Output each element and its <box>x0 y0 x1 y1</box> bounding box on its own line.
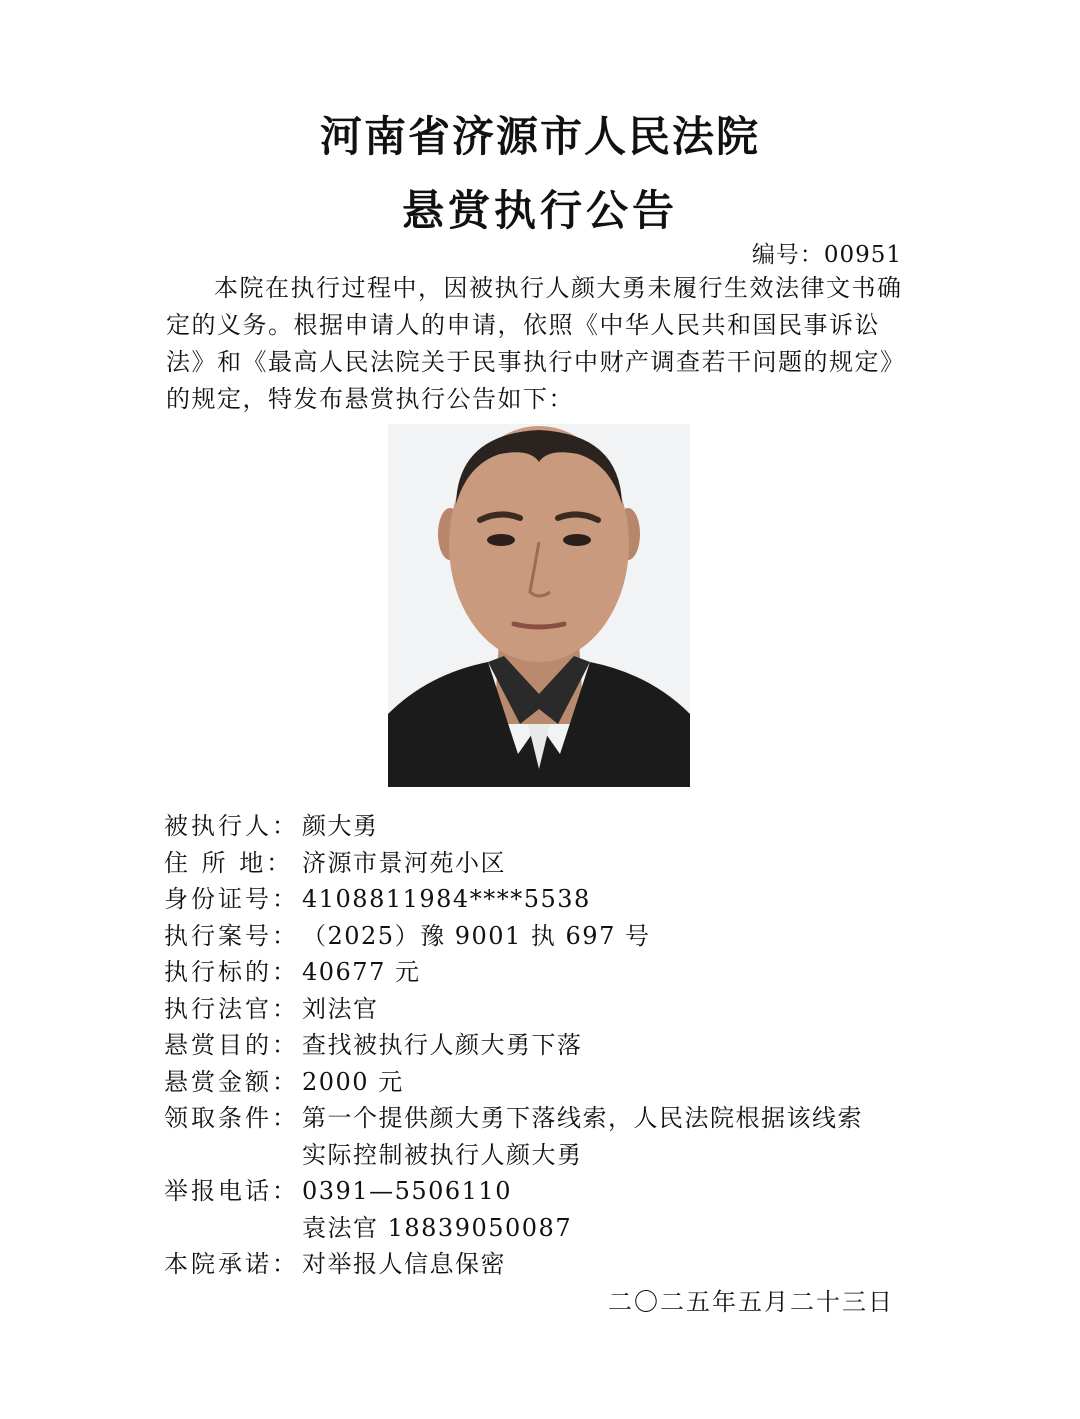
notice-title: 悬赏执行公告 <box>401 186 678 235</box>
reward-amount-label: 悬赏金额： <box>164 1067 299 1096</box>
portrait-illustration <box>388 424 690 787</box>
execution-amount-value: 40677 元 <box>302 958 421 986</box>
field-row-condition <box>164 1100 924 1173</box>
court-name: 河南省济源市人民法院 <box>319 112 760 161</box>
field-row-judge <box>164 991 924 1028</box>
claim-condition-line-2: 实际控制被执行人颜大勇 <box>302 1140 583 1169</box>
report-phone-line-2: 袁法官 18839050087 <box>302 1213 573 1242</box>
field-row-amount <box>164 954 924 991</box>
field-row-person <box>164 808 924 845</box>
claim-condition-value <box>302 1100 924 1173</box>
field-row-phone <box>164 1173 924 1246</box>
residence-label: 住 所 地： <box>164 848 294 877</box>
field-row-purpose <box>164 1027 924 1064</box>
promise-value: 对举报人信息保密 <box>302 1250 506 1278</box>
case-number-value: （2025）豫 9001 执 697 号 <box>302 921 651 950</box>
field-row-promise <box>164 1246 924 1283</box>
notice-fields <box>164 808 924 1283</box>
portrait-photo <box>388 424 690 787</box>
claim-condition-line-1: 第一个提供颜大勇下落线索，人民法院根据该线索 <box>302 1104 863 1132</box>
field-row-case <box>164 918 924 955</box>
id-number-value: 4108811984****5538 <box>302 885 591 913</box>
reward-amount-value: 2000 元 <box>302 1067 404 1096</box>
id-number-label: 身份证号： <box>164 885 299 913</box>
reward-purpose-label: 悬赏目的： <box>164 1031 299 1059</box>
reward-purpose-value: 查找被执行人颜大勇下落 <box>302 1031 583 1059</box>
judge-value: 刘法官 <box>302 994 379 1023</box>
person-label: 被执行人： <box>164 812 299 840</box>
field-row-residence <box>164 845 924 882</box>
person-value: 颜大勇 <box>302 812 379 840</box>
judge-label: 执行法官： <box>164 994 299 1023</box>
report-phone-line-1: 0391—5506110 <box>302 1177 512 1205</box>
field-row-id <box>164 881 924 918</box>
claim-condition-label: 领取条件： <box>164 1104 299 1132</box>
intro-paragraph: 本院在执行过程中，因被执行人颜大勇未履行生效法律文书确定的义务。根据申请人的申请，依照《中华人民共和国民事诉讼法》和《最高人民法院关于民事执行中财产调查若干问题的规定》的规定，特发布悬赏执行公告如下： <box>166 274 906 413</box>
notice-number: 编号：00951 <box>751 242 902 268</box>
promise-label: 本院承诺： <box>164 1250 299 1278</box>
field-row-reward <box>164 1064 924 1101</box>
residence-value: 济源市景河苑小区 <box>302 848 506 877</box>
execution-amount-label: 执行标的： <box>164 958 299 986</box>
report-phone-value <box>302 1173 924 1246</box>
report-phone-label: 举报电话： <box>164 1177 299 1205</box>
case-number-label: 执行案号： <box>164 921 299 950</box>
notice-date: 二〇二五年五月二十三日 <box>608 1288 894 1316</box>
